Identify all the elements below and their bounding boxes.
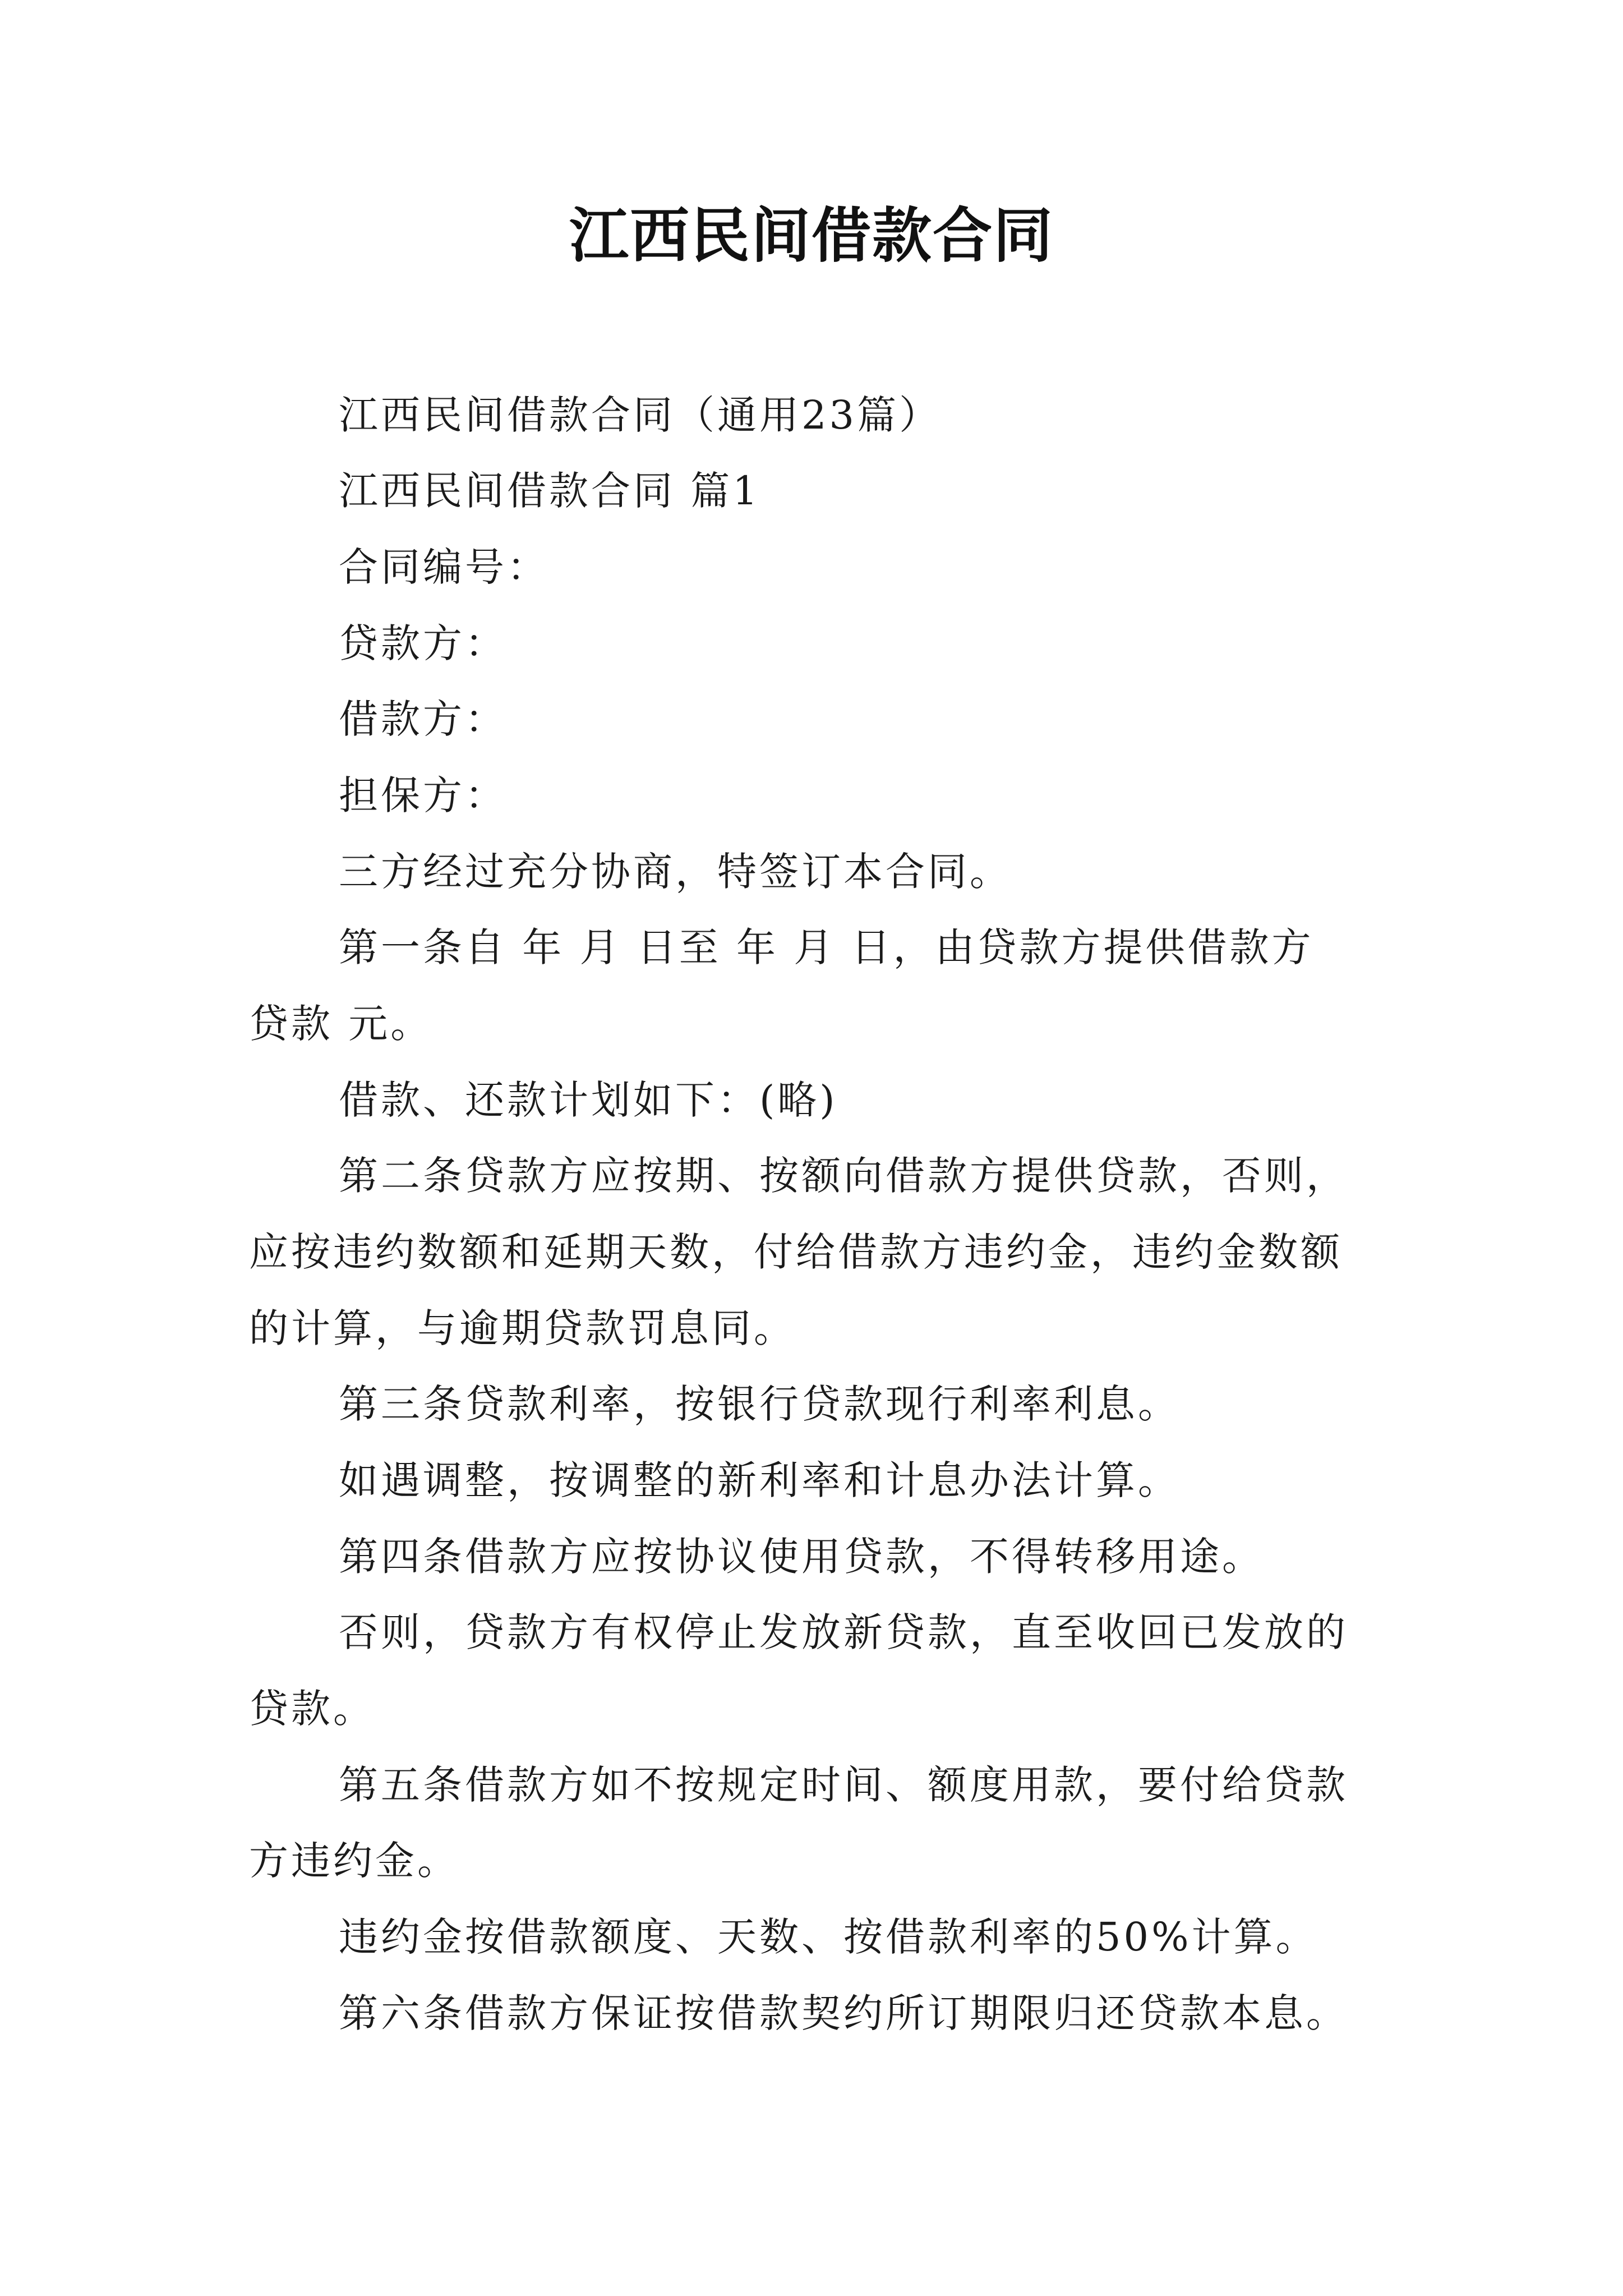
doc-line: 否则，贷款方有权停止发放新贷款，直至收回已发放的 bbox=[339, 1609, 1348, 1655]
doc-line: 方违约金。 bbox=[249, 1838, 459, 1884]
doc-line: 江西民间借款合同（通用23篇） bbox=[339, 392, 942, 438]
doc-line: 借款方： bbox=[339, 696, 507, 742]
doc-line: 江西民间借款合同 篇1 bbox=[339, 468, 760, 514]
doc-line: 第三条贷款利率，按银行贷款现行利率利息。 bbox=[339, 1381, 1180, 1427]
doc-line: 如遇调整，按调整的新利率和计息办法计算。 bbox=[339, 1457, 1180, 1503]
doc-line: 借款、还款计划如下：(略) bbox=[339, 1077, 838, 1123]
doc-line: 第二条贷款方应按期、按额向借款方提供贷款，否则， bbox=[339, 1153, 1348, 1199]
doc-line: 三方经过充分协商，特签订本合同。 bbox=[339, 849, 1012, 895]
doc-line: 贷款。 bbox=[249, 1686, 375, 1732]
doc-line: 第一条自 年 月 日至 年 月 日，由贷款方提供借款方 bbox=[339, 924, 1314, 970]
doc-line: 贷款 元。 bbox=[249, 1001, 433, 1047]
doc-line: 贷款方： bbox=[339, 620, 507, 666]
doc-line: 第五条借款方如不按规定时间、额度用款，要付给贷款 bbox=[339, 1762, 1348, 1808]
doc-line: 的计算，与逾期贷款罚息同。 bbox=[249, 1305, 796, 1351]
doc-line: 合同编号： bbox=[339, 544, 549, 590]
doc-line: 违约金按借款额度、天数、按借款利率的50%计算。 bbox=[339, 1914, 1318, 1960]
document-title: 江西民间借款合同 bbox=[569, 200, 1054, 270]
doc-line: 第六条借款方保证按借款契约所订期限归还贷款本息。 bbox=[339, 1990, 1348, 2036]
doc-line: 担保方： bbox=[339, 772, 507, 818]
doc-line: 应按违约数额和延期天数，付给借款方违约金，违约金数额 bbox=[249, 1229, 1343, 1275]
doc-line: 第四条借款方应按协议使用贷款，不得转移用途。 bbox=[339, 1534, 1264, 1580]
